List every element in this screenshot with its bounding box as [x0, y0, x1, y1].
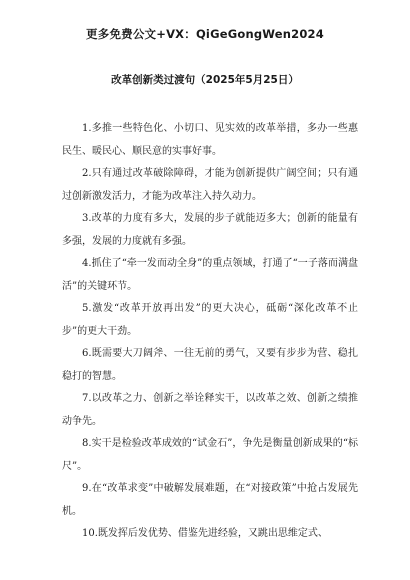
document-body: [62, 118, 358, 546]
watermark-header: 更多免费公文+VX：QiGeGongWen2024: [86, 27, 324, 41]
paragraph-7: 7.以改革之力、创新之举诠释实干，以改革之效、创新之绩推动争先。: [62, 393, 358, 427]
paragraph-6: 6.既需要大刀阔斧、一往无前的勇气，又要有步步为营、稳扎稳打的智慧。: [62, 348, 358, 382]
paragraph-4: 4.抓住了“牵一发而动全身”的重点领域，打通了“一子落而满盘活”的关键环节。: [62, 258, 358, 292]
paragraph-9: 9.在“改革求变”中破解发展难题，在“对接政策”中抢占发展先机。: [62, 483, 358, 517]
paragraph-8: 8.实干是检验改革成效的“试金石”，争先是衡量创新成果的“标尺”。: [62, 438, 358, 472]
document-title: 改革创新类过渡句（2025年5月25日）: [111, 74, 299, 86]
paragraph-5: 5.激发“改革开放再出发”的更大决心，砥砺“深化改革不止步”的更大干劲。: [62, 303, 358, 337]
paragraph-2: 2.只有通过改革破除障碍，才能为创新提供广阔空间；只有通过创新激发活力，才能为改革注入持久动力。: [62, 168, 358, 202]
paragraph-1: 1.多推一些特色化、小切口、见实效的改革举措，多办一些惠民生、暖民心、顺民意的实事好事。: [62, 123, 358, 157]
paragraph-3: 3.改革的力度有多大，发展的步子就能迈多大；创新的能量有多强，发展的力度就有多强。: [62, 213, 358, 247]
paragraph-10: 10.既发挥后发优势、借鉴先进经验，又跳出思维定式、: [82, 528, 328, 539]
